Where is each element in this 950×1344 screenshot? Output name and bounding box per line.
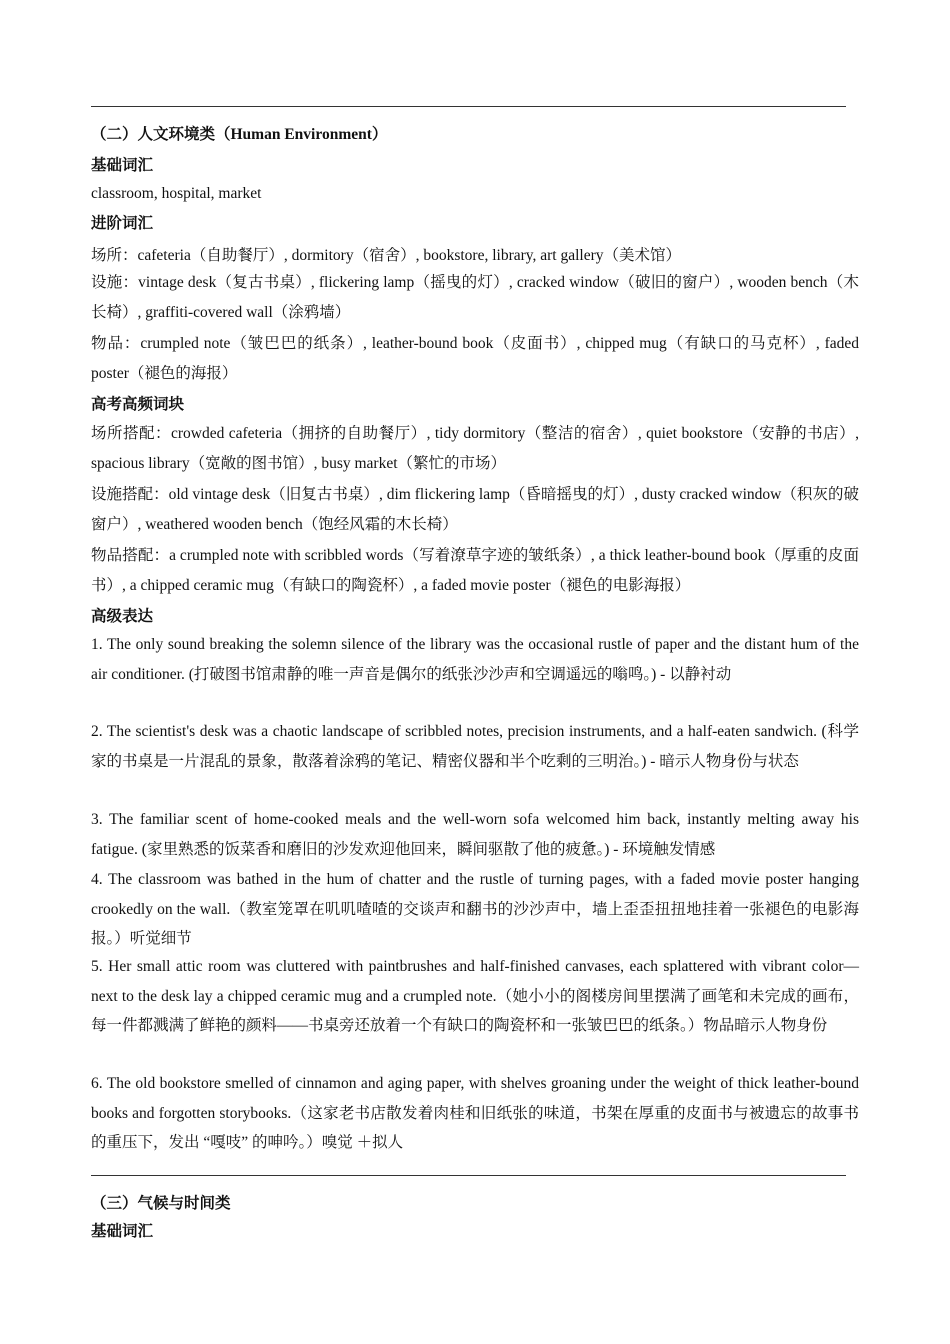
example-sentence-5: 5. Her small attic room was cluttered with paintbrushes and half-finished canvases, each splattered with vibrant color—next to the desk lay a chipped ceramic mug and a crumpled note.（她小小的阁楼房间里摆满了画笔和未完成的画布，每一件都溅满了鲜艳的颜料——书桌旁还放着一个有缺口的陶瓷杯和一张皱巴巴的纸条。）物品暗示人物身份 bbox=[91, 958, 859, 1034]
gaokao-places: 场所搭配：crowded cafeteria（拥挤的自助餐厅）, tidy dormitory（整洁的宿舍）, quiet bookstore（安静的书店）, spacious library（宽敞的图书馆）, busy market（繁忙的市场） bbox=[91, 425, 859, 472]
example-sentence-4: 4. The classroom was bathed in the hum of chatter and the rustle of turning pages, with a faded movie poster hanging crookedly on the wall.（教室笼罩在叽叽喳喳的交谈声和翻书的沙沙声中，墙上歪歪扭扭地挂着一张褪色的电影海报。）听觉细节 bbox=[91, 871, 859, 947]
example-sentence-6: 6. The old bookstore smelled of cinnamon and aging paper, with shelves groaning under the weight of thick leather-bound books and forgotten storybooks.（这家老书店散发着肉桂和旧纸张的味道，书架在厚重的皮面书与被遗忘的故事书的重压下，发出 “嘎吱” 的呻吟。）嗅觉 ＋拟人 bbox=[91, 1075, 859, 1151]
advanced-items: 物品：crumpled note（皱巴巴的纸条）, leather-bound book（皮面书）, chipped mug（有缺口的马克杯）, faded poster（褪色的海报） bbox=[91, 335, 859, 382]
divider-middle bbox=[91, 1175, 846, 1176]
example-sentence-1: 1. The only sound breaking the solemn silence of the library was the occasional rustle of paper and the distant hum of the air conditioner. (打破图书馆肃静的唯一声音是偶尔的纸张沙沙声和空调遥远的嗡鸣。) - 以静衬动 bbox=[91, 636, 859, 683]
gaokao-items: 物品搭配：a crumpled note with scribbled words（写着潦草字迹的皱纸条）, a thick leather-bound book（厚重的皮面书）, a chipped ceramic mug（有缺口的陶瓷杯）, a faded movie poster（褪色的电影海报） bbox=[91, 547, 859, 594]
section-3-title: （三）气候与时间类 bbox=[91, 1195, 231, 1212]
gaokao-facilities: 设施搭配：old vintage desk（旧复古书桌）, dim flickering lamp（昏暗摇曳的灯）, dusty cracked window（积灰的破窗户）, weathered wooden bench（饱经风霜的木长椅） bbox=[91, 486, 859, 533]
gaokao-chunks-heading: 高考高频词块 bbox=[91, 396, 185, 413]
high-level-heading: 高级表达 bbox=[91, 608, 154, 625]
advanced-facilities: 设施：vintage desk（复古书桌）, flickering lamp（摇曳的灯）, cracked window（破旧的窗户）, wooden bench（木长椅）, graffiti-covered wall（涂鸦墙） bbox=[91, 274, 859, 321]
divider-top bbox=[91, 106, 846, 107]
basic-vocab-heading: 基础词汇 bbox=[91, 157, 154, 174]
example-sentence-2: 2. The scientist's desk was a chaotic landscape of scribbled notes, precision instruments, and a half-eaten sandwich. (科学家的书桌是一片混乱的景象，散落着涂鸦的笔记、精密仪器和半个吃剩的三明治。) - 暗示人物身份与状态 bbox=[91, 723, 859, 770]
advanced-places: 场所：cafeteria（自助餐厅）, dormitory（宿舍）, bookstore, library, art gallery（美术馆） bbox=[91, 247, 682, 264]
advanced-vocab-heading: 进阶词汇 bbox=[91, 215, 154, 232]
example-sentence-3: 3. The familiar scent of home-cooked meals and the well-worn sofa welcomed him back, instantly melting away his fatigue. (家里熟悉的饭菜香和磨旧的沙发欢迎他回来，瞬间驱散了他的疲惫。) - 环境触发情感 bbox=[91, 811, 859, 858]
section-2-title: （二）人文环境类（Human Environment） bbox=[91, 126, 388, 143]
basic-vocab-text: classroom, hospital, market bbox=[91, 185, 262, 202]
section-3-basic-heading: 基础词汇 bbox=[91, 1223, 154, 1240]
